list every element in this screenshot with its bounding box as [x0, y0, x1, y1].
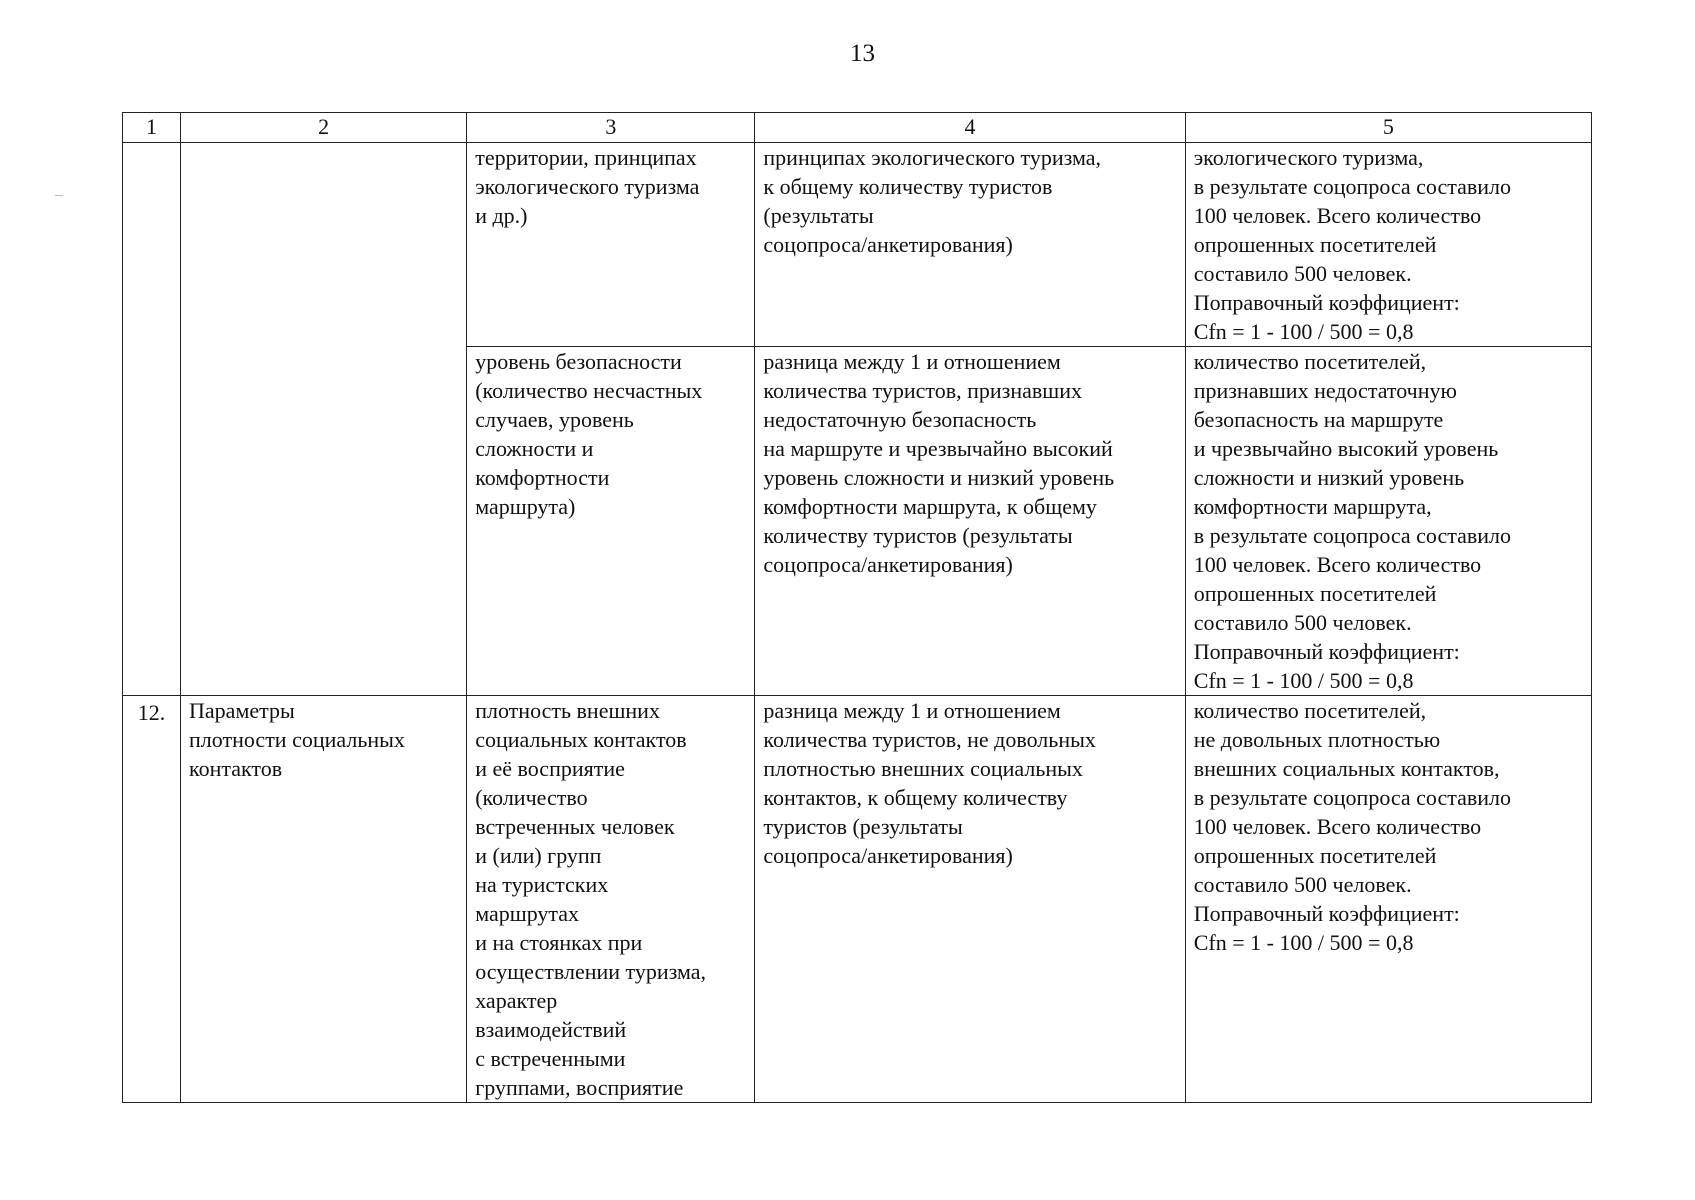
cell-text-line: маршрута): [475, 494, 576, 519]
row-number-cell: 12.: [123, 696, 181, 1103]
column-header-1: 1: [123, 113, 181, 143]
cell-text-line: количества туристов, не довольных: [763, 727, 1096, 752]
method-cell: [755, 143, 1185, 347]
example-cell: [1185, 696, 1591, 1103]
example-cell: [1185, 143, 1591, 347]
cell-text-line: случаев, уровень: [475, 407, 634, 432]
cell-text-line: и её восприятие: [475, 756, 625, 781]
cell-text-line: контактов: [189, 756, 283, 781]
cell-text-line: маршрутах: [475, 901, 580, 926]
cell-text-line: плотность внешних: [475, 698, 660, 723]
cell-text-line: на маршруте и чрезвычайно высокий: [763, 436, 1113, 461]
indicator-cell: [467, 347, 755, 696]
cell-text-line: и чрезвычайно высокий уровень: [1193, 436, 1499, 461]
cell-text-line: сложности и: [475, 436, 594, 461]
cell-text-line: количество посетителей,: [1193, 698, 1427, 723]
parameters-table: [122, 112, 1592, 1103]
cell-text-line: встреченных человек: [475, 814, 675, 839]
cell-text-line: туристов (результаты: [763, 814, 963, 839]
cell-text-line: в результате соцопроса составило: [1193, 785, 1512, 810]
column-header-2: 2: [181, 113, 467, 143]
cell-text-line: и др.): [475, 203, 528, 228]
cell-text-line: комфортности маршрута,: [1193, 494, 1432, 519]
cell-text-line: плотностью внешних социальных: [763, 756, 1083, 781]
cell-text-line: разница между 1 и отношением: [763, 349, 1061, 374]
cell-text-line: соцопроса/анкетирования): [763, 843, 1013, 868]
cell-text-line: в результате соцопроса составило: [1193, 523, 1512, 548]
cell-text-line: плотности социальных: [189, 727, 405, 752]
cell-text-line: Cfn = 1 - 100 / 500 = 0,8: [1193, 930, 1414, 955]
cell-text-line: соцопроса/анкетирования): [763, 552, 1013, 577]
cell-text-line: 100 человек. Всего количество: [1193, 552, 1482, 577]
cell-text-line: уровень безопасности: [475, 349, 682, 374]
cell-text-line: в результате соцопроса составило: [1193, 174, 1512, 199]
cell-text-line: количеству туристов (результаты: [763, 523, 1073, 548]
table-row: [123, 143, 1592, 347]
cell-text-line: 100 человек. Всего количество: [1193, 203, 1482, 228]
cell-text-line: сложности и низкий уровень: [1193, 465, 1465, 490]
cell-text-line: комфортности маршрута, к общему: [763, 494, 1097, 519]
cell-text-line: (количество несчастных: [475, 378, 703, 403]
cell-text-line: составило 500 человек.: [1193, 261, 1412, 286]
cell-text-line: характер: [475, 988, 558, 1013]
scan-artifact: [55, 195, 63, 196]
column-header-3: 3: [467, 113, 755, 143]
cell-text-line: составило 500 человек.: [1193, 610, 1412, 635]
cell-text-line: к общему количеству туристов: [763, 174, 1053, 199]
example-cell: [1185, 347, 1591, 696]
cell-text-line: (количество: [475, 785, 588, 810]
method-cell: [755, 347, 1185, 696]
cell-text-line: опрошенных посетителей: [1193, 232, 1437, 257]
cell-text-line: опрошенных посетителей: [1193, 581, 1437, 606]
cell-text-line: Cfn = 1 - 100 / 500 = 0,8: [1193, 668, 1414, 693]
cell-text-line: экологического туризма: [475, 174, 700, 199]
table-row: [123, 696, 1592, 1103]
cell-text-line: Поправочный коэффициент:: [1193, 290, 1460, 315]
cell-text-line: и (или) групп: [475, 843, 602, 868]
row-number-cell: [123, 143, 181, 696]
column-header-5: 5: [1185, 113, 1591, 143]
method-cell: [755, 696, 1185, 1103]
cell-text-line: не довольных плотностью: [1193, 727, 1441, 752]
indicator-cell: [467, 143, 755, 347]
cell-text-line: взаимодействий: [475, 1017, 627, 1042]
parameter-cell: [181, 696, 467, 1103]
cell-text-line: безопасность на маршруте: [1193, 407, 1444, 432]
cell-text-line: Поправочный коэффициент:: [1193, 639, 1460, 664]
cell-text-line: разница между 1 и отношением: [763, 698, 1061, 723]
cell-text-line: территории, принципах: [475, 145, 697, 170]
cell-text-line: комфортности: [475, 465, 610, 490]
cell-text-line: составило 500 человек.: [1193, 872, 1412, 897]
cell-text-line: Cfn = 1 - 100 / 500 = 0,8: [1193, 319, 1414, 344]
page-number: 13: [850, 40, 875, 67]
table-header-row: [123, 113, 1592, 143]
cell-text-line: внешних социальных контактов,: [1193, 756, 1500, 781]
cell-text-line: уровень сложности и низкий уровень: [763, 465, 1115, 490]
cell-text-line: недостаточную безопасность: [763, 407, 1037, 432]
cell-text-line: на туристских: [475, 872, 609, 897]
parameter-cell: [181, 143, 467, 696]
indicator-cell: [467, 696, 755, 1103]
cell-text-line: с встреченными: [475, 1046, 626, 1071]
cell-text-line: Параметры: [189, 698, 295, 723]
column-header-4: 4: [755, 113, 1185, 143]
cell-text-line: опрошенных посетителей: [1193, 843, 1437, 868]
cell-text-line: и на стоянках при: [475, 930, 643, 955]
cell-text-line: соцопроса/анкетирования): [763, 232, 1013, 257]
cell-text-line: социальных контактов: [475, 727, 687, 752]
cell-text-line: количество посетителей,: [1193, 349, 1427, 374]
cell-text-line: экологического туризма,: [1193, 145, 1424, 170]
cell-text-line: осуществлении туризма,: [475, 959, 707, 984]
cell-text-line: 100 человек. Всего количество: [1193, 814, 1482, 839]
cell-text-line: группами, восприятие: [475, 1075, 684, 1100]
cell-text-line: контактов, к общему количеству: [763, 785, 1068, 810]
cell-text-line: (результаты: [763, 203, 874, 228]
cell-text-line: количества туристов, признавших: [763, 378, 1083, 403]
cell-text-line: Поправочный коэффициент:: [1193, 901, 1460, 926]
cell-text-line: признавших недостаточную: [1193, 378, 1457, 403]
cell-text-line: принципах экологического туризма,: [763, 145, 1102, 170]
